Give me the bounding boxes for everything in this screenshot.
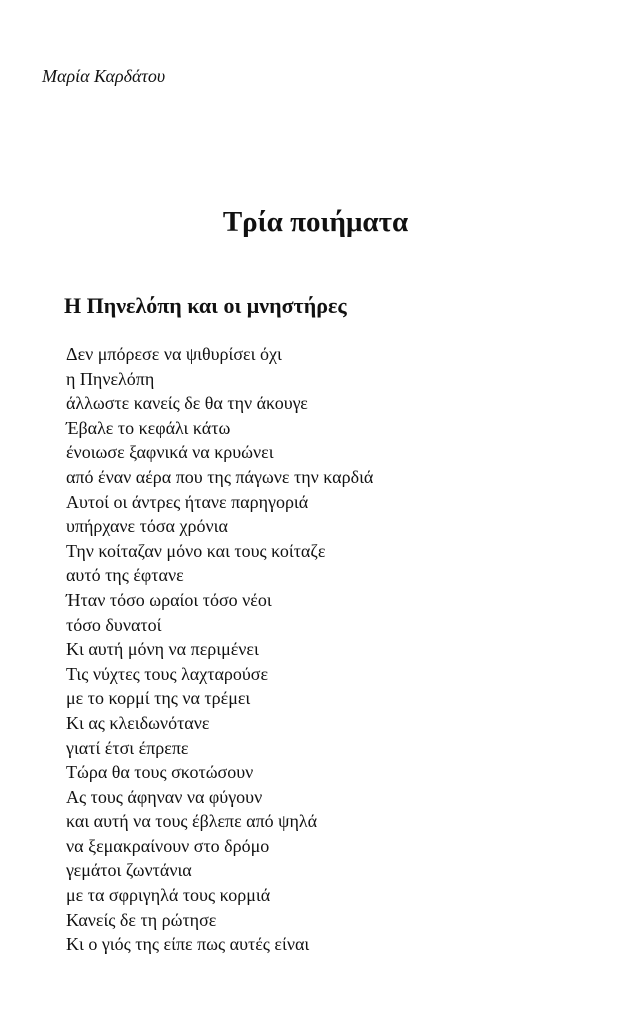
poem-line: Κι αυτή μόνη να περιμένει [66,639,259,660]
poem-line: να ξεμακραίνουν στο δρόμο [66,835,270,856]
poem-line: Ας τους άφηναν να φύγουν [66,786,263,807]
poem-line: Τώρα θα τους σκοτώσουν [66,762,254,783]
poem-line: Έβαλε το κεφάλι κάτω [66,417,231,438]
poem-body [66,342,373,957]
poem-line: Αυτοί οι άντρες ήτανε παρηγοριά [66,491,309,512]
poem-line: υπήρχανε τόσα χρόνια [66,516,228,537]
poem-title: Η Πηνελόπη και οι μνηστήρες [64,293,347,318]
poem-line: Κι ας κλειδωνότανε [66,712,210,733]
poem-line: με το κορμί της να τρέμει [66,688,251,709]
poem-line: Την κοίταζαν μόνο και τους κοίταζε [66,540,326,561]
poem-line: άλλωστε κανείς δε θα την άκουγε [66,393,308,414]
poem-line: ένοιωσε ξαφνικά να κρυώνει [66,442,274,463]
poem-line: και αυτή να τους έβλεπε από ψηλά [66,811,318,832]
poem-line: με τα σφριγηλά τους κορμιά [66,885,271,906]
poem-line: Κι ο γιός της είπε πως αυτές είναι [66,934,310,955]
poem-line: Ήταν τόσο ωραίοι τόσο νέοι [66,589,272,610]
poem-line: η Πηνελόπη [66,368,155,389]
collection-title [0,204,631,240]
poem-line: αυτό της έφτανε [66,565,184,586]
poem-line: Κανείς δε τη ρώτησε [66,909,217,930]
poem-line: γεμάτοι ζωντάνια [66,860,192,881]
poem-line: Δεν μπόρεσε να ψιθυρίσει όχι [66,344,282,364]
collection-title-text: Τρία ποιήματα [222,206,409,238]
poem-line: Τις νύχτες τους λαχταρούσε [66,663,269,684]
poem-line: τόσο δυνατοί [66,614,162,635]
poem-line: γιατί έτσι έπρεπε [66,737,189,758]
poem-line: από έναν αέρα που της πάγωνε την καρδιά [66,466,374,487]
author-name: Μαρία Καρδάτου [42,66,166,86]
